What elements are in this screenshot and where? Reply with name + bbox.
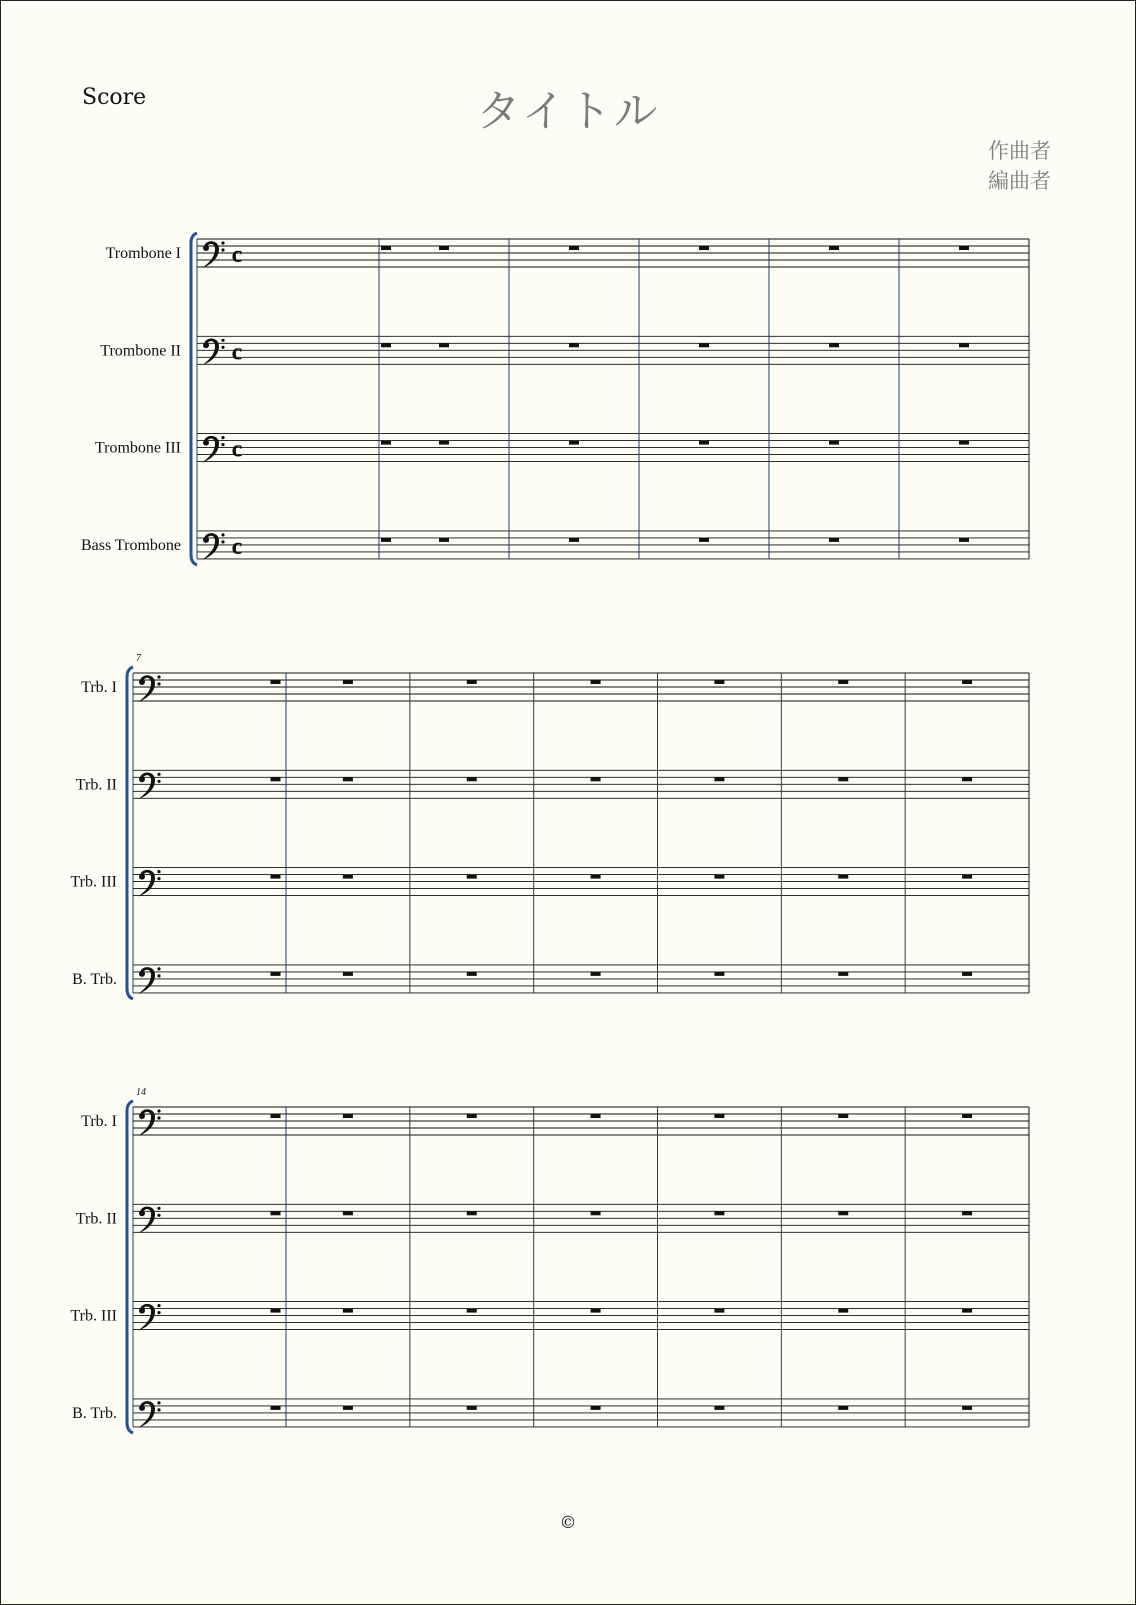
- staff-3: [70, 1302, 1029, 1331]
- whole-rest-icon: [271, 1114, 281, 1118]
- whole-rest-icon: [467, 680, 477, 684]
- system-1: [81, 233, 1029, 565]
- whole-rest-icon: [439, 538, 449, 542]
- staff-4: [72, 965, 1029, 994]
- staff-3: [95, 434, 1029, 463]
- whole-rest-icon: [699, 343, 709, 347]
- common-time-icon: c: [231, 242, 243, 268]
- whole-rest-icon: [569, 343, 579, 347]
- whole-rest-icon: [381, 441, 391, 445]
- instrument-label[interactable]: Trb. III: [70, 873, 117, 891]
- whole-rest-icon: [838, 1309, 848, 1313]
- whole-rest-icon: [959, 246, 969, 250]
- staff-2: [100, 336, 1029, 365]
- whole-rest-icon: [962, 1406, 972, 1410]
- whole-rest-icon: [962, 972, 972, 976]
- instrument-label[interactable]: Trombone II: [100, 342, 181, 360]
- whole-rest-icon: [959, 343, 969, 347]
- whole-rest-icon: [381, 343, 391, 347]
- whole-rest-icon: [699, 441, 709, 445]
- arranger-name[interactable]: 編曲者: [988, 169, 1051, 193]
- staff-2: [76, 1204, 1029, 1233]
- instrument-label[interactable]: Bass Trombone: [80, 536, 181, 554]
- staff-2: [76, 770, 1029, 799]
- bass-clef-icon: [138, 967, 161, 994]
- instrument-label[interactable]: B. Trb.: [72, 970, 117, 988]
- staff-3: [70, 868, 1029, 897]
- whole-rest-icon: [343, 972, 353, 976]
- system-bracket-icon: [127, 1101, 133, 1433]
- copyright-text: ©: [559, 1513, 577, 1533]
- measure-number: 7: [136, 653, 141, 664]
- whole-rest-icon: [714, 1309, 724, 1313]
- whole-rest-icon: [962, 875, 972, 879]
- whole-rest-icon: [271, 972, 281, 976]
- bass-clef-icon: [202, 339, 225, 366]
- whole-rest-icon: [714, 680, 724, 684]
- score-label: Score: [82, 85, 147, 110]
- instrument-label[interactable]: Trb. I: [81, 679, 117, 696]
- staff-1: [106, 239, 1029, 268]
- system-2: [70, 653, 1029, 999]
- system-bracket-icon: [191, 233, 197, 565]
- whole-rest-icon: [962, 1211, 972, 1215]
- system-bracket-icon: [127, 667, 133, 999]
- whole-rest-icon: [591, 972, 601, 976]
- whole-rest-icon: [381, 246, 391, 250]
- whole-rest-icon: [467, 1211, 477, 1215]
- whole-rest-icon: [343, 1406, 353, 1410]
- whole-rest-icon: [343, 1309, 353, 1313]
- whole-rest-icon: [591, 1406, 601, 1410]
- whole-rest-icon: [714, 972, 724, 976]
- whole-rest-icon: [271, 1211, 281, 1215]
- whole-rest-icon: [271, 680, 281, 684]
- bass-clef-icon: [202, 436, 225, 463]
- whole-rest-icon: [569, 246, 579, 250]
- whole-rest-icon: [569, 441, 579, 445]
- whole-rest-icon: [467, 875, 477, 879]
- whole-rest-icon: [439, 441, 449, 445]
- whole-rest-icon: [699, 538, 709, 542]
- whole-rest-icon: [591, 1309, 601, 1313]
- whole-rest-icon: [838, 1114, 848, 1118]
- bass-clef-icon: [138, 773, 161, 800]
- bass-clef-icon: [138, 1207, 161, 1234]
- instrument-label[interactable]: Trb. III: [70, 1307, 117, 1325]
- whole-rest-icon: [591, 680, 601, 684]
- whole-rest-icon: [467, 777, 477, 781]
- bass-clef-icon: [202, 533, 225, 560]
- bass-clef-icon: [138, 1304, 161, 1331]
- bass-clef-icon: [138, 1109, 161, 1136]
- whole-rest-icon: [381, 538, 391, 542]
- whole-rest-icon: [467, 1309, 477, 1313]
- whole-rest-icon: [714, 1211, 724, 1215]
- measure-number: 14: [136, 1087, 146, 1098]
- whole-rest-icon: [962, 680, 972, 684]
- staff-4: [72, 1399, 1029, 1428]
- whole-rest-icon: [591, 875, 601, 879]
- whole-rest-icon: [439, 246, 449, 250]
- whole-rest-icon: [591, 777, 601, 781]
- whole-rest-icon: [467, 1114, 477, 1118]
- whole-rest-icon: [838, 680, 848, 684]
- whole-rest-icon: [271, 777, 281, 781]
- whole-rest-icon: [343, 1114, 353, 1118]
- whole-rest-icon: [829, 343, 839, 347]
- common-time-icon: c: [231, 436, 243, 463]
- instrument-label[interactable]: Trombone I: [105, 245, 181, 262]
- common-time-icon: c: [231, 533, 243, 560]
- whole-rest-icon: [829, 246, 839, 250]
- whole-rest-icon: [439, 343, 449, 347]
- whole-rest-icon: [714, 777, 724, 781]
- whole-rest-icon: [271, 1406, 281, 1410]
- whole-rest-icon: [962, 777, 972, 781]
- whole-rest-icon: [829, 538, 839, 542]
- score-title[interactable]: タイトル: [476, 86, 660, 137]
- whole-rest-icon: [962, 1309, 972, 1313]
- whole-rest-icon: [343, 875, 353, 879]
- whole-rest-icon: [271, 875, 281, 879]
- whole-rest-icon: [271, 1309, 281, 1313]
- whole-rest-icon: [714, 875, 724, 879]
- whole-rest-icon: [343, 777, 353, 781]
- whole-rest-icon: [591, 1211, 601, 1215]
- whole-rest-icon: [838, 875, 848, 879]
- staff-4: [81, 531, 1029, 560]
- whole-rest-icon: [714, 1114, 724, 1118]
- instrument-label[interactable]: Trb. II: [75, 1210, 117, 1228]
- whole-rest-icon: [829, 441, 839, 445]
- whole-rest-icon: [467, 972, 477, 976]
- staff-1: [81, 1107, 1029, 1136]
- bass-clef-icon: [138, 870, 161, 897]
- composer-name[interactable]: 作曲者: [988, 139, 1051, 163]
- instrument-label[interactable]: Trb. I: [81, 1113, 117, 1130]
- whole-rest-icon: [838, 1211, 848, 1215]
- whole-rest-icon: [962, 1114, 972, 1118]
- common-time-icon: c: [231, 339, 243, 366]
- whole-rest-icon: [343, 1211, 353, 1215]
- whole-rest-icon: [714, 1406, 724, 1410]
- whole-rest-icon: [838, 972, 848, 976]
- staff-1: [81, 673, 1029, 702]
- score-systems: [1, 1, 1135, 1604]
- bass-clef-icon: [202, 241, 225, 268]
- bass-clef-icon: [138, 675, 161, 702]
- whole-rest-icon: [343, 680, 353, 684]
- system-3: [70, 1087, 1029, 1433]
- whole-rest-icon: [569, 538, 579, 542]
- whole-rest-icon: [591, 1114, 601, 1118]
- whole-rest-icon: [959, 441, 969, 445]
- instrument-label[interactable]: Trb. II: [75, 776, 117, 794]
- whole-rest-icon: [838, 777, 848, 781]
- bass-clef-icon: [138, 1401, 161, 1428]
- whole-rest-icon: [699, 246, 709, 250]
- whole-rest-icon: [959, 538, 969, 542]
- instrument-label[interactable]: B. Trb.: [72, 1404, 117, 1422]
- whole-rest-icon: [467, 1406, 477, 1410]
- instrument-label[interactable]: Trombone III: [94, 439, 181, 457]
- whole-rest-icon: [838, 1406, 848, 1410]
